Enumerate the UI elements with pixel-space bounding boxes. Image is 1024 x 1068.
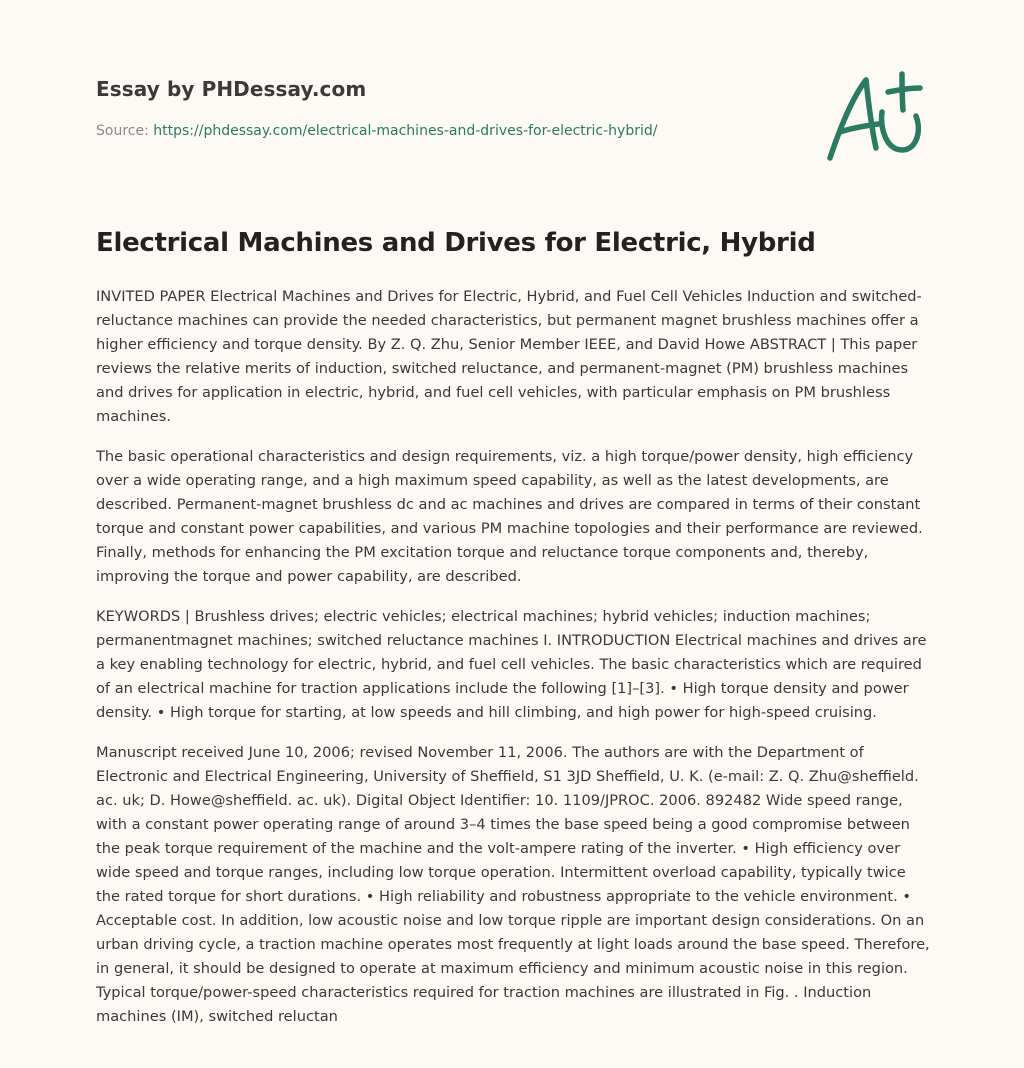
- paragraph: The basic operational characteristics and design requirements, viz. a high torque/power density, high efficiency over a wide operating range, and a high maximum speed capability, as well as the latest developments, are described. Permanent-magnet brushless dc and ac machines and drives are compared in terms of their constant torque and constant power capabilities, and various PM machine topologies and their performance are reviewed. Finally, methods for enhancing the PM excitation torque and reluctance torque components and, thereby, improving the torque and power capability, are described.: [96, 448, 923, 585]
- source-link[interactable]: https://phdessay.com/electrical-machines-and-drives-for-electric-hybrid/: [153, 123, 658, 139]
- article-title: Electrical Machines and Drives for Electric, Hybrid: [96, 228, 816, 258]
- paragraph: INVITED PAPER Electrical Machines and Drives for Electric, Hybrid, and Fuel Cell Vehicles Induction and switched-reluctance machines can provide the needed characteristics, but permanent magnet brushless machines offer a higher efficiency and torque density. By Z. Q. Zhu, Senior Member IEEE, and David Howe ABSTRACT | This paper reviews the relative merits of induction, switched reluctance, and permanent-magnet (PM) brushless machines and drives for application in electric, hybrid, and fuel cell vehicles, with particular emphasis on PM brushless machines.: [96, 288, 922, 425]
- paragraph: KEYWORDS | Brushless drives; electric vehicles; electrical machines; hybrid vehicles; induction machines; permanentmagnet machines; switched reluctance machines I. INTRODUCTION Electrical machines and drives are a key enabling technology for electric, hybrid, and fuel cell vehicles. The basic characteristics which are required of an electrical machine for traction applications include the following [1]–[3]. • High torque density and power density. • High torque for starting, at low speeds and hill climbing, and high power for high-speed cruising.: [96, 608, 927, 721]
- article-body: [96, 285, 932, 1045]
- source-line: [96, 123, 657, 139]
- paragraph: Manuscript received June 10, 2006; revised November 11, 2006. The authors are with the Department of Electronic and Electrical Engineering, University of Sheffield, S1 3JD Sheffield, U. K. (e-mail: Z. Q. Zhu@sheffield. ac. uk; D. Howe@sheffield. ac. uk). Digital Object Identifier: 10. 1109/JPROC. 2006. 892482 Wide speed range, with a constant power operating range of around 3–4 times the base speed being a good compromise between the peak torque requirement of the machine and the volt-ampere rating of the inverter. • High efficiency over wide speed and torque ranges, including low torque operation. Intermittent overload capability, typically twice the rated torque for short durations. • High reliability and robustness appropriate to the vehicle environment. • Acceptable cost. In addition, low acoustic noise and low torque ripple are important design considerations. On an urban driving cycle, a traction machine operates most frequently at light loads around the base speed. Therefore, in general, it should be designed to operate at maximum efficiency and minimum acoustic noise in this region. Typical torque/power-speed characteristics required for traction machines are illustrated in Fig. . Induction machines (IM), switched reluctan: [96, 744, 930, 1025]
- source-label: Source:: [96, 123, 154, 139]
- site-title: Essay by PHDessay.com: [96, 77, 367, 101]
- a-plus-logo-icon: [822, 68, 926, 164]
